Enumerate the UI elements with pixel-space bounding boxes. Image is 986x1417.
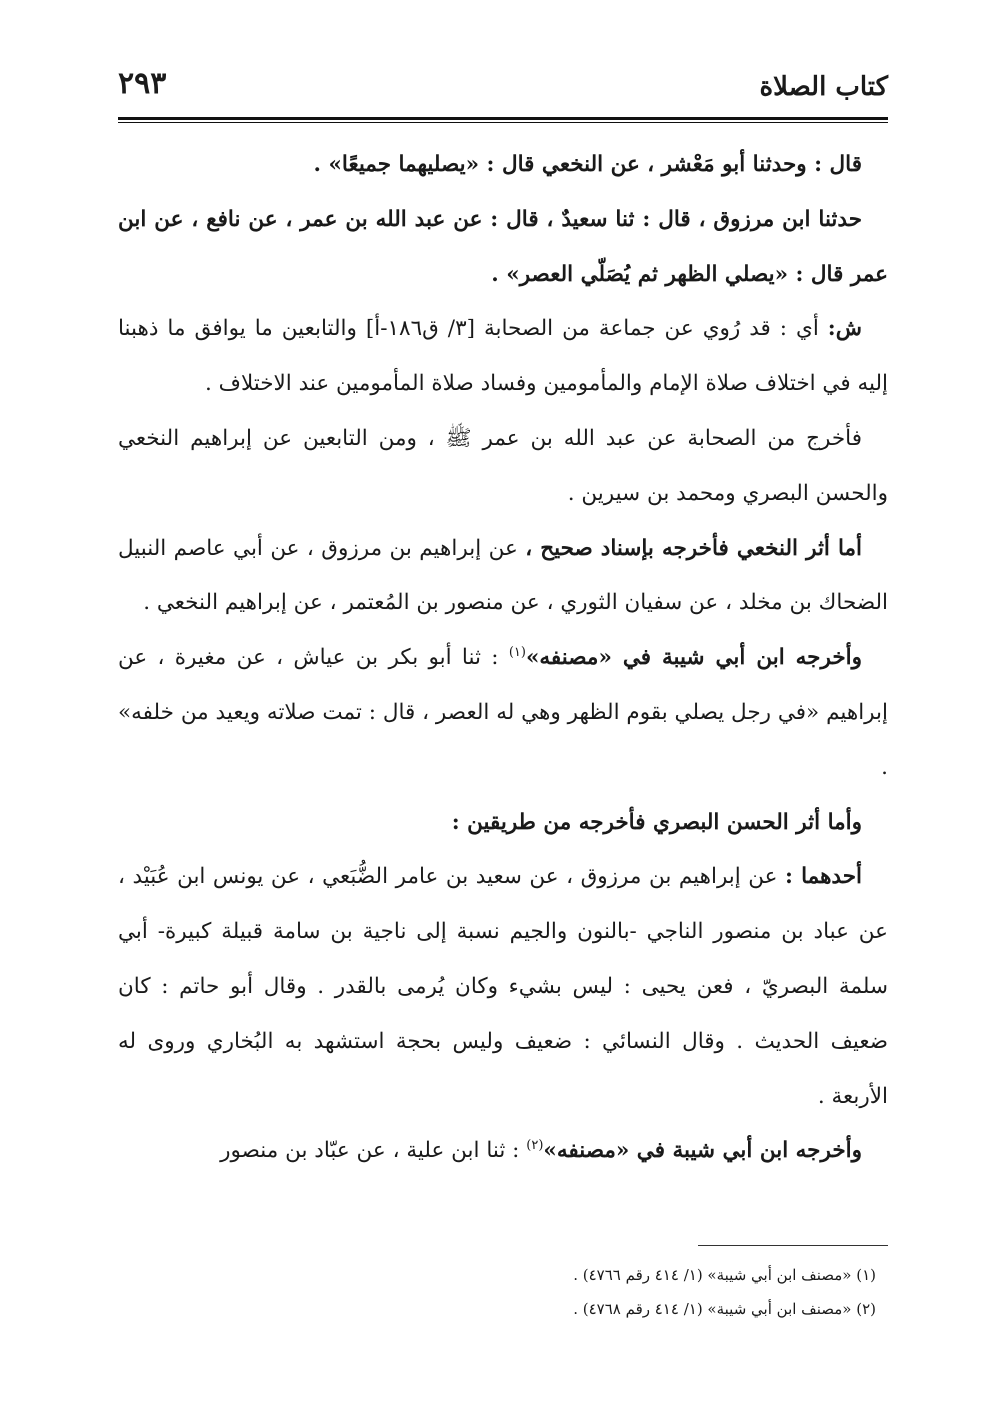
paragraph-9 [118,1124,888,1179]
paragraph-2-text: حدثنا ابن مرزوق ، قال : ثنا سعيدٌ ، قال : عن عبد الله بن عمر ، عن نافع ، عن ابن عمر قال : «يصلي الظهر ثم يُصَلّي العصر» . [118,206,888,287]
page-number: ٢٩٣ [118,66,167,101]
paragraph-6-text: : ثنا أبو بكر بن عياش ، عن مغيرة ، عن إبراهيم «في رجل يصلي بقوم الظهر وهي له العصر ، قال : تمت صلاته ويعيد من خلفه» . [118,645,888,780]
paragraph-5 [118,522,888,632]
footnote-1: (١) «مصنف ابن أبي شيبة» (١/ ٤١٤ رقم ٤٧٦٦) . [573,1266,876,1284]
paragraph-8 [118,850,888,1124]
header-rule-thick [118,117,888,120]
section-heading: وأما أثر الحسن البصري فأخرجه من طريقين : [451,809,862,835]
paragraph-9-lead: وأخرجه ابن أبي شيبة في «مصنفه» [543,1138,862,1164]
paragraph-9-text: : ثنا ابن علية ، عن عبّاد بن منصور [220,1138,527,1164]
paragraph-4: فأخرج من الصحابة عن عبد الله بن عمر ﷺ ، ومن التابعين عن إبراهيم النخعي والحسن البصري ومحمد بن سيرين . [118,425,888,506]
paragraph-6-lead: وأخرجه ابن أبي شيبة في «مصنفه» [525,645,862,671]
paragraph-1: قال : وحدثنا أبو مَعْشر ، عن النخعي قال : «يصليهما جميعًا» . [313,152,862,177]
footnote-ref-2[interactable]: (٢) [526,1138,544,1154]
paragraph-3-text: أي : قد رُوي عن جماعة من الصحابة [٣/ ق١٨٦-أ] والتابعين ما يوافق ما ذهبنا إليه في اختلاف صلاة الإمام والمأمومين وفساد صلاة المأمومين عند الاختلاف . [118,316,888,397]
footnote-2: (٢) «مصنف ابن أبي شيبة» (١/ ٤١٤ رقم ٤٧٦٨) . [573,1300,876,1318]
paragraph-8-text: عن إبراهيم بن مرزوق ، عن سعيد بن عامر الضُّبَعي ، عن يونس ابن عُبَيْد ، عن عباد بن منصور الناجي -بالنون والجيم نسبة إلى ناجية بن سامة قبيلة كبيرة- أبي سلمة البصريّ ، فعن يحيى : ليس بشيء وكان يُرمى بالقدر . وقال أبو حاتم : كان ضعيف الحديث . وقال النسائي : ضعيف وليس بحجة استشهد به البُخاري وروى له الأربعة . [118,864,888,1109]
paragraph-6 [118,631,888,795]
page-header [118,66,888,116]
footnotes [118,1258,888,1326]
footnote-separator [698,1245,888,1246]
main-text [118,138,888,1179]
paragraph-5-text: عن إبراهيم بن مرزوق ، عن أبي عاصم النبيل الضحاك بن مخلد ، عن سفيان الثوري ، عن منصور بن المُعتمر ، عن إبراهيم النخعي . [118,535,888,616]
sharh-marker: ش: [827,316,862,342]
header-rule-thin [118,122,888,123]
paragraph-2 [118,193,888,303]
chapter-title: كتاب الصلاة [759,72,888,102]
paragraph-8-lead: أحدهما : [785,864,862,890]
footnote-ref-1[interactable]: (١) [508,645,526,661]
paragraph-3 [118,302,888,412]
paragraph-5-lead: أما أثر النخعي فأخرجه بإسناد صحيح ، [525,535,862,561]
